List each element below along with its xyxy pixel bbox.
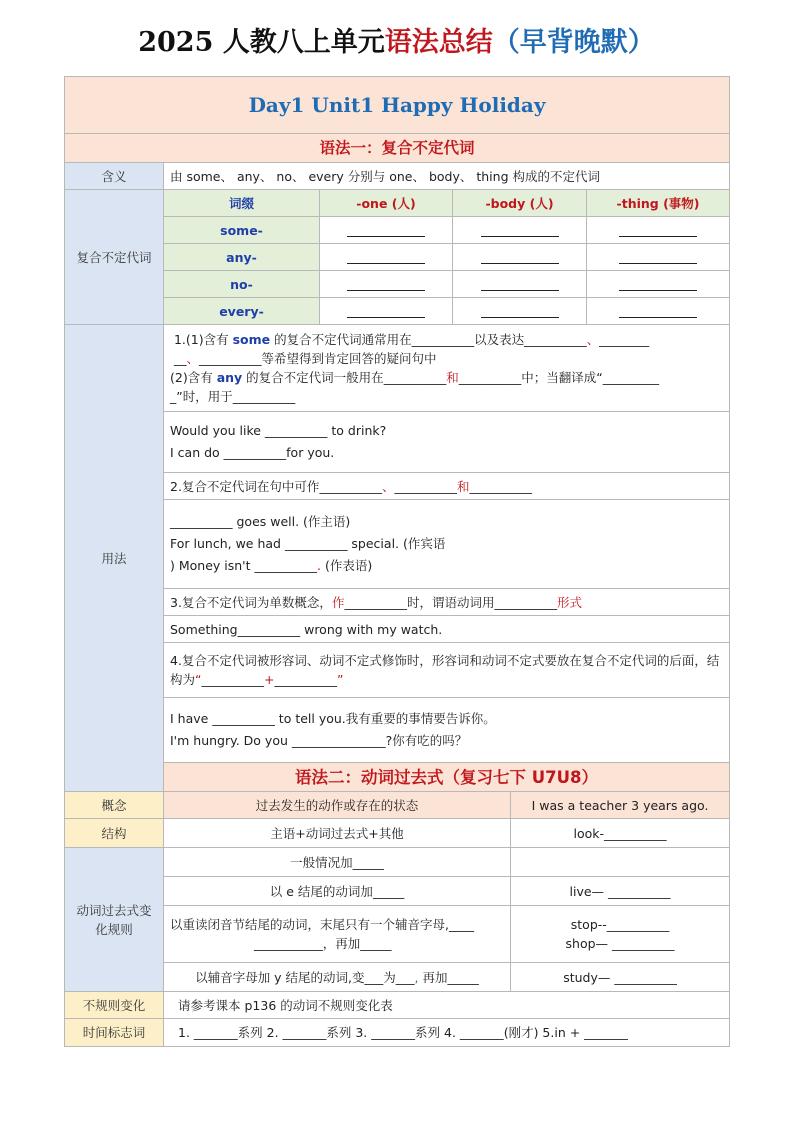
prefix-no: no- — [164, 271, 320, 298]
usage-rule-2: 2.复合不定代词在句中可作__________、__________和__________ — [164, 473, 730, 500]
blank-cell[interactable] — [453, 217, 587, 244]
header-one: -one (人) — [320, 190, 453, 217]
usage-rule-4: 4.复合不定代词被形容词、动词不定式修饰时，形容词和动词不定式要放在复合不定代词的后面，结构为“__________+__________” — [164, 643, 730, 698]
concept-example: I was a teacher 3 years ago. — [511, 792, 730, 819]
blank-cell[interactable] — [453, 298, 587, 325]
prefix-some: some- — [164, 217, 320, 244]
rule-e-example: live— __________ — [511, 877, 730, 906]
meaning-text: 由 some、 any、 no、 every 分别与 one、 body、 thing 构成的不定代词 — [164, 163, 730, 190]
pronoun-table-label: 复合不定代词 — [65, 190, 164, 325]
rule-double-examples: stop--__________ shop— __________ — [511, 906, 730, 963]
rules-label: 动词过去式变化规则 — [65, 848, 164, 992]
irregular-label: 不规则变化 — [65, 992, 164, 1019]
title-part-3: （早背晚默） — [492, 27, 655, 58]
example-3: Something__________ wrong with my watch. — [164, 616, 730, 643]
blank-cell[interactable] — [320, 217, 453, 244]
example-4: I have __________ to tell you.我有重要的事情要告诉你。 I'm hungry. Do you _______________?你有吃的吗？ — [164, 698, 730, 763]
blank-cell[interactable] — [587, 244, 730, 271]
title-part-2: 语法总结 — [384, 27, 493, 58]
blank-cell[interactable] — [453, 244, 587, 271]
example-2: __________ goes well. (作主语) For lunch, we had __________ special. (作宾语 ) Money isn't __________. (作表语) — [164, 500, 730, 589]
concept-label: 概念 — [65, 792, 164, 819]
blank-cell[interactable] — [320, 244, 453, 271]
rule-e: 以 e 结尾的动词加_____ — [164, 877, 511, 906]
grammar1-title: 语法一：复合不定代词 — [65, 134, 730, 163]
blank-cell[interactable] — [587, 217, 730, 244]
rule-double: 以重读闭音节结尾的动词，末尾只有一个辅音字母,____ ___________，再加_____ — [164, 906, 511, 963]
grammar2-title: 语法二：动词过去式（复习七下 U7U8） — [164, 763, 730, 792]
header-thing: -thing (事物) — [587, 190, 730, 217]
blank-cell[interactable] — [587, 271, 730, 298]
blank-cell[interactable] — [453, 271, 587, 298]
rule-y: 以辅音字母加 y 结尾的动词,变___为___, 再加_____ — [164, 963, 511, 992]
meaning-label: 含义 — [65, 163, 164, 190]
rule-general-example — [511, 848, 730, 877]
time-words: 1. _______系列 2. _______系列 3. _______系列 4. _______(刚才) 5.in + _______ — [164, 1019, 730, 1047]
prefix-every: every- — [164, 298, 320, 325]
time-label: 时间标志词 — [65, 1019, 164, 1047]
structure-text: 主语+动词过去式+其他 — [164, 819, 511, 848]
page-title — [0, 20, 793, 59]
usage-label: 用法 — [65, 325, 164, 792]
header-affix: 词缀 — [164, 190, 320, 217]
prefix-any: any- — [164, 244, 320, 271]
usage-rule-3: 3.复合不定代词为单数概念，作__________时，谓语动词用__________形式 — [164, 589, 730, 616]
usage-rule-1: 1.(1)含有 some 的复合不定代词通常用在__________以及表达__________、________ __、__________等希望得到肯定回答的疑问句中 (2)含有 any 的复合不定代词一般用在__________和__________中；当翻译成“_________ _”时，用于__________ — [164, 325, 730, 412]
rule-y-example: study— __________ — [511, 963, 730, 992]
irregular-text: 请参考课本 p136 的动词不规则变化表 — [164, 992, 730, 1019]
example-1: Would you like __________ to drink? I can do __________for you. — [164, 412, 730, 473]
rule-general: 一般情况加_____ — [164, 848, 511, 877]
concept-text: 过去发生的动作或存在的状态 — [164, 792, 511, 819]
title-part-1: 2025 人教八上单元 — [138, 27, 385, 58]
blank-cell[interactable] — [320, 298, 453, 325]
header-body: -body (人) — [453, 190, 587, 217]
day-title: Day1 Unit1 Happy Holiday — [65, 77, 730, 134]
structure-label: 结构 — [65, 819, 164, 848]
grammar-table — [64, 76, 730, 1047]
blank-cell[interactable] — [587, 298, 730, 325]
blank-cell[interactable] — [320, 271, 453, 298]
structure-example: look-__________ — [511, 819, 730, 848]
